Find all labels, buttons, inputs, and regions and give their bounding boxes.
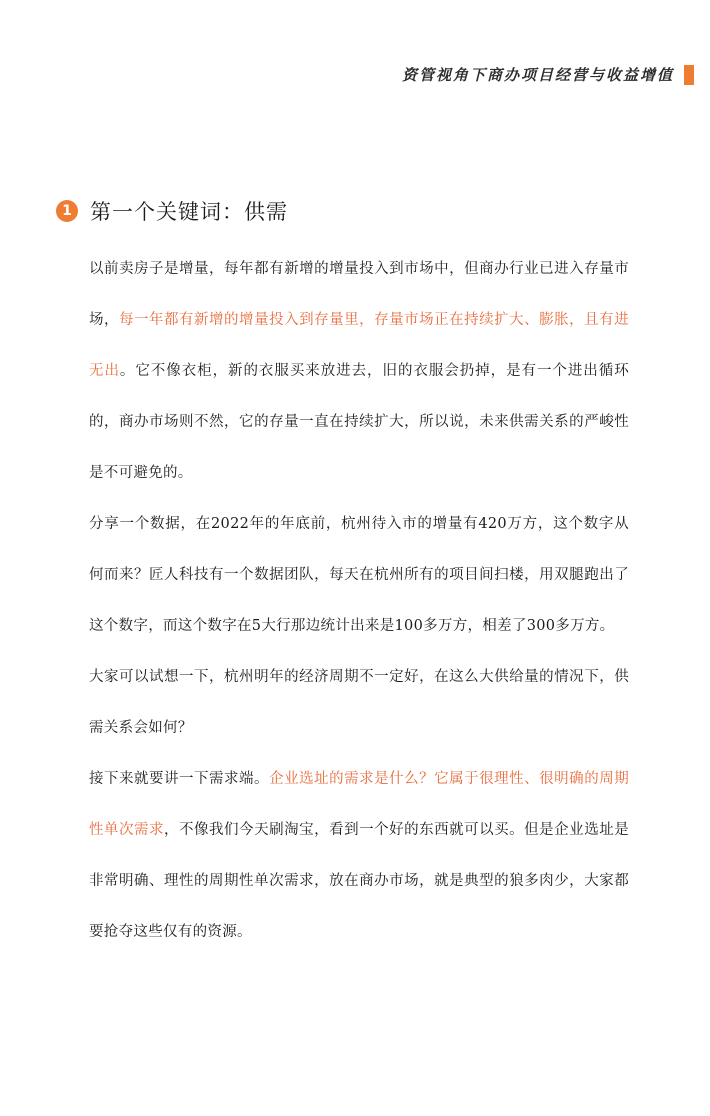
paragraph-4-highlight: 企业选址的需求是什么？它属于很理性、很明确的周期性单次需求 [89, 771, 629, 838]
section-number-badge: 1 [56, 200, 78, 222]
paragraph-1-text-b: 。它不像衣柜，新的衣服买来放进去，旧的衣服会扔掉，是有一个进出循环的，商办市场则不然，它的存量一直在持续扩大，所以说，未来供需关系的严峻性是不可避免的。 [89, 363, 629, 481]
paragraph-2-text: 分享一个数据，在2022年的年底前，杭州待入市的增量有420万方，这个数字从何而来？匠人科技有一个数据团队，每天在杭州所有的项目间扫楼，用双腿跑出了这个数字，而这个数字在5大行那边统计出来是100多万方，相差了300多万方。 [89, 516, 629, 634]
body-text [89, 244, 629, 958]
paragraph-1-highlight: 每一年都有新增的增量投入到存量里，存量市场正在持续扩大、膨胀，且有进无出 [89, 312, 629, 379]
section-heading [56, 196, 288, 226]
paragraph-2 [89, 499, 629, 652]
paragraph-1 [89, 244, 629, 499]
running-header [402, 64, 694, 85]
paragraph-3-text: 大家可以试想一下，杭州明年的经济周期不一定好，在这么大供给量的情况下，供需关系会如何？ [89, 669, 629, 736]
header-accent-bar [684, 65, 694, 85]
book-title: 资管视角下商办项目经营与收益增值 [401, 66, 674, 84]
paragraph-4 [89, 754, 629, 958]
section-title: 第一个关键词：供需 [90, 200, 288, 224]
paragraph-1-text-a: 以前卖房子是增量，每年都有新增的增量投入到市场中，但商办行业已进入存量市场， [89, 261, 629, 328]
paragraph-4-text-b: ，不像我们今天刷淘宝，看到一个好的东西就可以买。但是企业选址是非常明确、理性的周期性单次需求，放在商办市场，就是典型的狼多肉少，大家都要抢夺这些仅有的资源。 [89, 822, 630, 940]
paragraph-4-text-a: 接下来就要讲一下需求端。 [89, 771, 270, 787]
paragraph-3 [89, 652, 629, 754]
